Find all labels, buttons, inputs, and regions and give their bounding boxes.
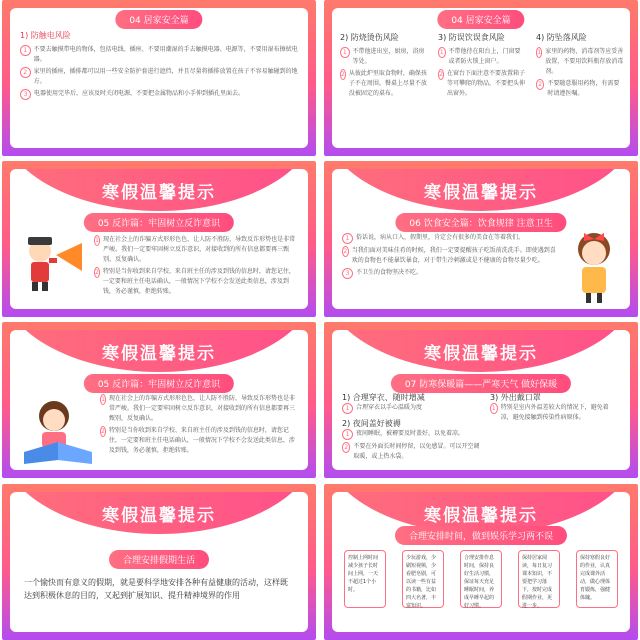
slide-food-safety[interactable] — [324, 161, 638, 317]
block-heading: 3) 外出戴口罩 — [490, 393, 541, 402]
megaphone-boy-illustration — [16, 231, 94, 293]
reading-girl-illustration — [18, 396, 98, 466]
item: 不带他进出室，厨房，浴房等处。 — [352, 48, 425, 65]
slide-card — [332, 492, 630, 632]
column-heading: 2) 防烧烫伤风险 — [340, 33, 399, 42]
item: 当我们面对美味佳肴的时候，我们一定要提醒孩子吃饭前洗洗手。即使遇到喜欢的食物也不能暴饮暴食，对于带生冷刺激或是不健康的食物尽量少吃。 — [351, 247, 556, 264]
item: 不卫生的食物坚决不吃。 — [356, 269, 423, 276]
heading: 1) 防触电风险 — [20, 31, 71, 40]
item: 特别是当你收到来自学校、来自班主任的涉及到钱的信息时，请您记住，一定要和班主任电话确认，一般情况下学校不会发送此类信息，涉及到钱，务必谨慎，拒绝转账。 — [108, 427, 295, 454]
item: 现在社会上的诈骗方式形形色色，让人防不胜防，导致反诈形势也是非常严峻。我们一定要牢固树立反诈意识，对接收到的所有信息都要再三甄别，反复确认。 — [103, 236, 296, 263]
slide-anti-fraud[interactable] — [2, 161, 316, 317]
item: 不要去触摸带电的物体，包括电线、插座、不要用潮湿的手去触摸电器、电源等，不要用湿布擦拭电器。 — [33, 46, 298, 63]
slide-title: 寒假温馨提示 — [102, 183, 216, 203]
block-heading: 1) 合理穿衣、随时增减 — [342, 393, 425, 402]
block-heading: 2) 夜间盖好被褥 — [342, 419, 401, 428]
section-pill: 06 饮食安全篇：饮食规律 注意卫生 — [395, 213, 566, 232]
slide-home-safety-electric[interactable] — [2, 0, 316, 156]
section-pill: 合理安排时间，做到娱乐学习两不误 — [395, 526, 567, 545]
slide-time-management[interactable] — [324, 484, 638, 640]
slide-title: 寒假温馨提示 — [424, 183, 538, 203]
body-text: 一个愉快而有意义的假期，就是要科学地安排各种有益健康的活动，这样既达到积极休息的目的，又起到扩展知识、提升精神境界的作用 — [24, 578, 288, 600]
item: 从彼此炉里取食物时，确保孩子不在周围。餐桌上尽量不放没被固定的桌布。 — [348, 70, 427, 97]
step-box: 少玩游戏，少刷短视频，少看肥皂剧，可以读一些有益的书籍，比如四大名著，丰富知识。 — [402, 550, 444, 608]
slide-card — [10, 492, 308, 632]
slide-holiday-life[interactable] — [2, 484, 316, 640]
item: 家里的药物，消毒剂等应妥善放置，不要用饮料瓶存放消毒剂。 — [545, 48, 624, 75]
slide-home-safety-three-risks[interactable] — [324, 0, 638, 156]
item: 不带他待在阳台上，门窗要或者防火锁上窗户。 — [448, 48, 521, 65]
slide-card: 寒假温馨提示 07 防寒保暖篇——严寒天气 做好保暖 1) 合理穿衣、随时增减 1 合理穿衣以手心温暖为度 2) 夜间盖好被褥 1 夜间睡眠，被褥要及时盖好，以免着凉。 2 不要在外面长时间停留，以免感冒。可以开空调取暖，或上热水袋。 3) 外出戴口罩 1 特别是室内外温差较大的情况下，避免着凉，避免接触到传染性病原体。 — [332, 330, 630, 470]
section-pill: 05 反诈篇：牢固树立反诈意识 — [84, 374, 234, 393]
item: 家里的插座，插排都可以用一些安全防护套进行遮挡，并且尽量将插排放置在孩子不容易触碰到的地方。 — [33, 68, 298, 85]
steps-row — [344, 550, 618, 608]
item: 夜间睡眠，被褥要及时盖好，以免着凉。 — [356, 430, 465, 437]
slide-keep-warm[interactable] — [324, 322, 638, 478]
slide-title: 寒假温馨提示 — [424, 344, 538, 364]
girl-illustration — [564, 227, 624, 307]
slide-anti-fraud-reading[interactable] — [2, 322, 316, 478]
slide-card: 寒假温馨提示 06 饮食安全篇：饮食规律 注意卫生 1 俗话说，病从口入，假期里，肯定会有很多的美食在等着我们。 2 当我们面对美味佳肴的时候，我们一定要提醒孩子吃饭前洗洗手。即使遇到喜欢的食物也不能暴饮暴食，对于带生冷刺激或是不健康的食物尽量少吃。 3 不卫生的食物坚决不吃。 — [332, 169, 630, 309]
section-pill: 07 防寒保暖篇——严寒天气 做好保暖 — [391, 374, 571, 393]
slide-card: 寒假温馨提示 05 反诈篇：牢固树立反诈意识 1 现在社会上的诈骗方式形形色色，让人防不胜防，导致反诈形势也是非常严峻。我们一定要牢固树立反诈意识，对接收到的所有信息都要再三甄别，反复确认。 2 特别是当你收到来自学校、来自班主任的涉及到钱的信息时，请您记住，一定要和班主任电话确认，一般情况下学校不会发送此类信息，涉及到钱，务必谨慎，拒绝转账。 — [10, 330, 308, 470]
item: 特别是室内外温差较大的情况下，避免着凉，避免接触到传染性病原体。 — [500, 404, 609, 421]
slide-card: 04 居家安全篇 1) 防触电风险 1 不要去触摸带电的物体，包括电线、插座、不要用潮湿的手去触摸电器、电源等，不要用湿布擦拭电器。 2 家里的插座，插排都可以用一些安全防护套进行遮挡，并且尽量将插排放置在孩子不容易触碰到的地方。 3 电器使用完毕后，应该及时关闭电源，不要把金属物品和小手伸到插孔里面去。 — [10, 8, 308, 148]
slide-title: 寒假温馨提示 — [424, 506, 538, 526]
item: 特别是当你收到来自学校、来自班主任的涉及到钱的信息时，请您记住，一定要和班主任电话确认，一般情况下学校不会发送此类信息，涉及到钱，务必谨慎，拒绝转账。 — [102, 268, 295, 295]
item: 不要在外面长时间停留，以免感冒。可以开空调取暖，或上热水袋。 — [353, 443, 480, 460]
section-pill: 04 居家安全篇 — [115, 10, 202, 29]
item: 合理穿衣以手心温暖为度 — [356, 404, 423, 411]
step-box: 合理安排作息时间，保持良好生活习惯，保证每天充足睡眠时间，养成早睡早起的好习惯。 — [460, 550, 502, 608]
step-box: 保持寒假良好的作业，认真完成课外活动，做心理体育锻炼，强健体魄。 — [576, 550, 618, 608]
item: 现在社会上的诈骗方式形形色色，让人防不胜防，导致反诈形势也是非常严峻。我们一定要牢固树立反诈意识，对接收到的所有信息都要再三甄别，反复确认。 — [109, 395, 296, 422]
slide-card: 04 居家安全篇 2) 防烧烫伤风险 1 不带他进出室，厨房，浴房等处。 2 从彼此炉里取食物时，确保孩子不在周围。餐桌上尽量不放没被固定的桌布。 3) 防误饮误食风险 1 不带他待在阳台上，门窗要或者防火锁上窗户。 2 在窗台下面注意不要放置箱子等可攀爬的物品，不要把头伸出窗外。 4) 防坠落风险 1 家里的药物，消毒剂等应妥善放置，不要用饮料瓶存放消毒剂。 2 不要随意服用药物，有需要时请遵医嘱。 — [332, 8, 630, 148]
column-heading: 4) 防坠落风险 — [536, 33, 587, 42]
item: 在窗台下面注意不要放置箱子等可攀爬的物品，不要把头伸出窗外。 — [446, 70, 525, 97]
item: 俗话说，病从口入，假期里，肯定会有很多的美食在等着我们。 — [356, 234, 525, 241]
slide-card: 寒假温馨提示 05 反诈篇：牢固树立反诈意识 1 现在社会上的诈骗方式形形色色，让人防不胜防，导致反诈形势也是非常严峻。我们一定要牢固树立反诈意识，对接收到的所有信息都要再三甄别，反复确认。 2 特别是当你收到来自学校、来自班主任的涉及到钱的信息时，请您记住，一定要和班主任电话确认，一般情况下学校不会发送此类信息，涉及到钱，务必谨慎，拒绝转账。 — [10, 169, 308, 309]
step-box: 控制上网时间减少孩子长时间上网，一天不超过1个小时。 — [344, 550, 386, 608]
slide-title: 寒假温馨提示 — [102, 344, 216, 364]
section-pill: 合理安排假期生活 — [109, 550, 209, 569]
section-pill: 04 居家安全篇 — [437, 10, 524, 29]
item: 不要随意服用药物，有需要时请遵医嘱。 — [547, 80, 620, 97]
section-pill: 05 反诈篇：牢固树立反诈意识 — [84, 213, 234, 232]
slide-title: 寒假温馨提示 — [102, 506, 216, 526]
step-box: 保持居家阅读，每日复习课本知识，不要把学习落下，按时完成假期作业，更进一步。 — [518, 550, 560, 608]
item: 电器使用完毕后，应该及时关闭电源，不要把金属物品和小手伸到插孔里面去。 — [34, 90, 245, 97]
column-heading: 3) 防误饮误食风险 — [438, 33, 505, 42]
